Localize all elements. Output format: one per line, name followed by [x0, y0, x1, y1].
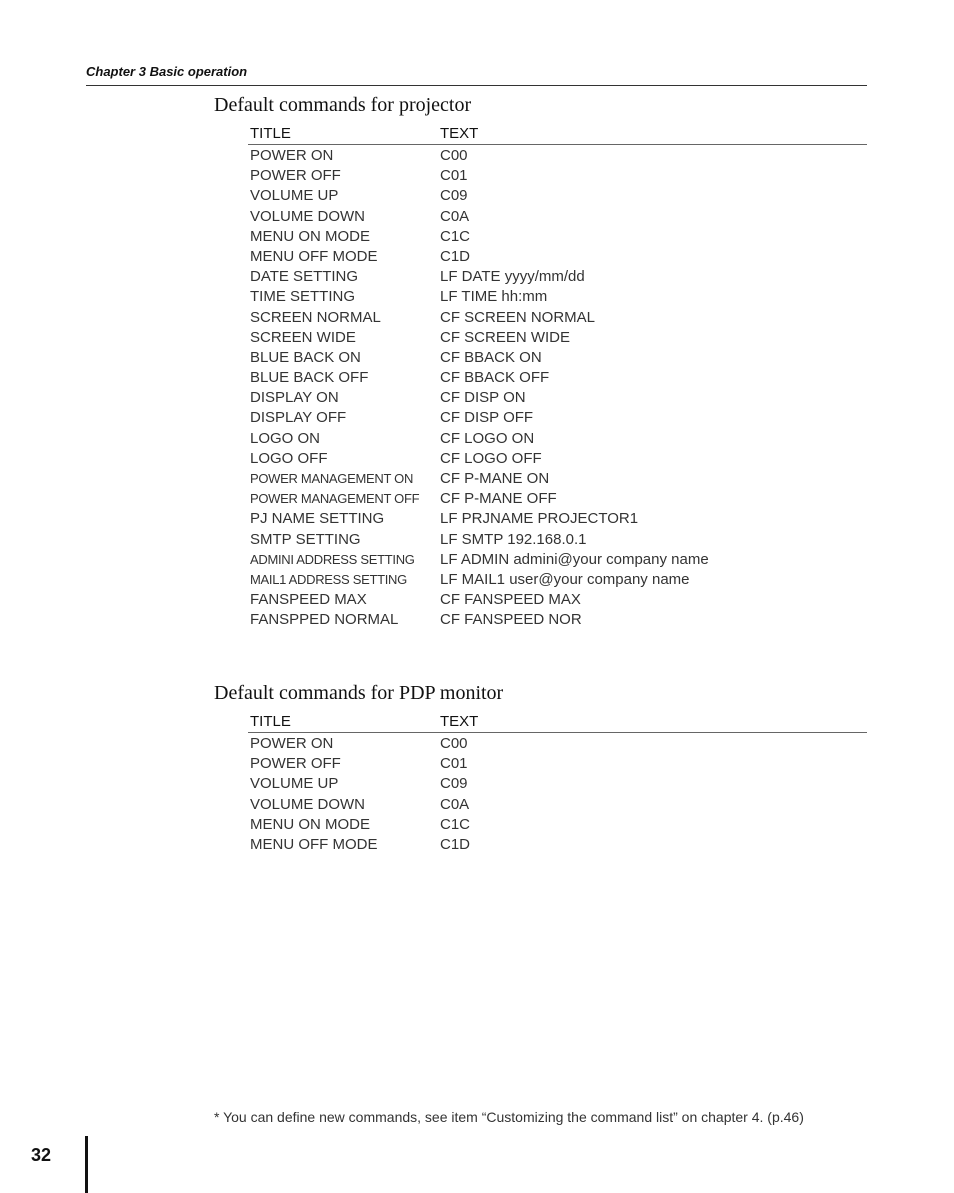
command-text: C0A — [440, 207, 470, 225]
table-row — [248, 550, 867, 570]
table-row — [248, 146, 867, 166]
table-row — [248, 328, 867, 348]
command-title: ADMINI ADDRESS SETTING — [250, 551, 415, 567]
command-text: C1D — [440, 835, 471, 853]
command-text: C09 — [440, 187, 468, 205]
command-title: MENU ON MODE — [250, 227, 370, 245]
projector-col-title: TITLE — [250, 125, 291, 142]
command-title: FANSPPED NORMAL — [250, 611, 399, 629]
table-row — [248, 348, 867, 368]
command-text: CF P-MANE ON — [440, 470, 550, 487]
command-text: C00 — [440, 147, 468, 164]
command-text: CF LOGO ON — [440, 429, 535, 447]
pdp-table-header — [248, 713, 867, 733]
command-title: MENU OFF MODE — [250, 247, 378, 265]
command-text: C01 — [440, 167, 468, 185]
command-text: CF SCREEN WIDE — [440, 328, 571, 346]
chapter-rule — [86, 85, 867, 86]
table-row — [248, 287, 867, 307]
table-row — [248, 590, 867, 610]
command-text: C01 — [440, 755, 468, 773]
command-title: SCREEN NORMAL — [250, 308, 381, 326]
command-text: C00 — [440, 735, 468, 752]
command-text: LF ADMIN admini@your company name — [440, 550, 709, 568]
command-title: BLUE BACK OFF — [250, 369, 369, 387]
command-title: POWER ON — [250, 147, 334, 164]
command-text: CF BBACK OFF — [440, 369, 550, 387]
command-title: VOLUME UP — [250, 187, 339, 205]
command-text: CF SCREEN NORMAL — [440, 308, 596, 326]
projector-command-table — [248, 125, 867, 631]
table-row — [248, 166, 867, 186]
table-row — [248, 734, 867, 754]
command-text: LF SMTP 192.168.0.1 — [440, 530, 587, 548]
table-row — [248, 368, 867, 388]
pdp-col-title: TITLE — [250, 713, 291, 730]
page-number: 32 — [31, 1145, 52, 1165]
pdp-rows — [248, 733, 867, 855]
command-text: C1D — [440, 247, 471, 265]
chapter-heading: Chapter 3 Basic operation — [86, 64, 248, 79]
command-title: POWER MANAGEMENT OFF — [250, 491, 420, 507]
table-row — [248, 388, 867, 408]
command-title: POWER ON — [250, 735, 334, 752]
table-row — [248, 509, 867, 529]
table-row — [248, 308, 867, 328]
command-title: SCREEN WIDE — [250, 328, 356, 346]
command-title: DISPLAY ON — [250, 389, 339, 407]
table-row — [248, 795, 867, 815]
table-row — [248, 530, 867, 550]
command-title: DATE SETTING — [250, 268, 359, 286]
table-row — [248, 247, 867, 267]
command-text: LF DATE yyyy/mm/dd — [440, 268, 585, 286]
command-title: VOLUME DOWN — [250, 207, 366, 225]
command-text: LF MAIL1 user@your company name — [440, 570, 690, 588]
command-title: LOGO ON — [250, 429, 321, 447]
command-title: SMTP SETTING — [250, 530, 361, 548]
command-text: C0A — [440, 795, 470, 813]
command-text: CF BBACK ON — [440, 348, 542, 366]
projector-rows — [248, 145, 867, 631]
table-row — [248, 754, 867, 774]
pdp-command-table — [248, 713, 867, 855]
command-title: BLUE BACK ON — [250, 348, 361, 366]
command-text: CF LOGO OFF — [440, 449, 542, 467]
table-row — [248, 774, 867, 794]
page-margin-bar — [85, 1136, 88, 1193]
table-row — [248, 835, 867, 855]
table-row — [248, 449, 867, 469]
command-title: DISPLAY OFF — [250, 409, 347, 427]
projector-col-text: TEXT — [440, 125, 479, 142]
command-text: CF DISP ON — [440, 389, 526, 407]
command-title: TIME SETTING — [250, 288, 355, 306]
command-title: MENU ON MODE — [250, 815, 370, 833]
table-row — [248, 489, 867, 509]
command-title: POWER OFF — [250, 755, 341, 773]
projector-section-title: Default commands for projector — [214, 94, 472, 116]
table-row — [248, 408, 867, 428]
command-text: C1C — [440, 227, 471, 245]
command-title: MENU OFF MODE — [250, 835, 378, 853]
command-title: MAIL1 ADDRESS SETTING — [250, 571, 407, 587]
table-row — [248, 227, 867, 247]
table-row — [248, 267, 867, 287]
command-title: PJ NAME SETTING — [250, 510, 385, 528]
command-title: POWER OFF — [250, 167, 341, 185]
projector-table-header — [248, 125, 867, 145]
table-row — [248, 570, 867, 590]
table-row — [248, 186, 867, 206]
pdp-col-text: TEXT — [440, 713, 479, 730]
command-text: CF DISP OFF — [440, 409, 534, 427]
command-text: C1C — [440, 815, 471, 833]
footnote: * You can define new commands, see item “Customizing the command list” on chapter 4. (p.46) — [214, 1109, 804, 1125]
pdp-section-title: Default commands for PDP monitor — [214, 682, 504, 704]
command-text: CF P-MANE OFF — [440, 490, 557, 508]
command-text: LF TIME hh:mm — [440, 288, 548, 306]
table-row — [248, 815, 867, 835]
table-row — [248, 207, 867, 227]
command-title: LOGO OFF — [250, 449, 328, 467]
command-text: CF FANSPEED NOR — [440, 611, 582, 629]
table-row — [248, 469, 867, 489]
command-title: VOLUME DOWN — [250, 795, 366, 813]
command-text: CF FANSPEED MAX — [440, 591, 581, 609]
table-row — [248, 610, 867, 630]
command-text: LF PRJNAME PROJECTOR1 — [440, 510, 639, 528]
command-text: C09 — [440, 775, 468, 793]
command-title: FANSPEED MAX — [250, 591, 367, 609]
command-title: VOLUME UP — [250, 775, 339, 793]
table-row — [248, 429, 867, 449]
command-title: POWER MANAGEMENT ON — [250, 471, 414, 486]
